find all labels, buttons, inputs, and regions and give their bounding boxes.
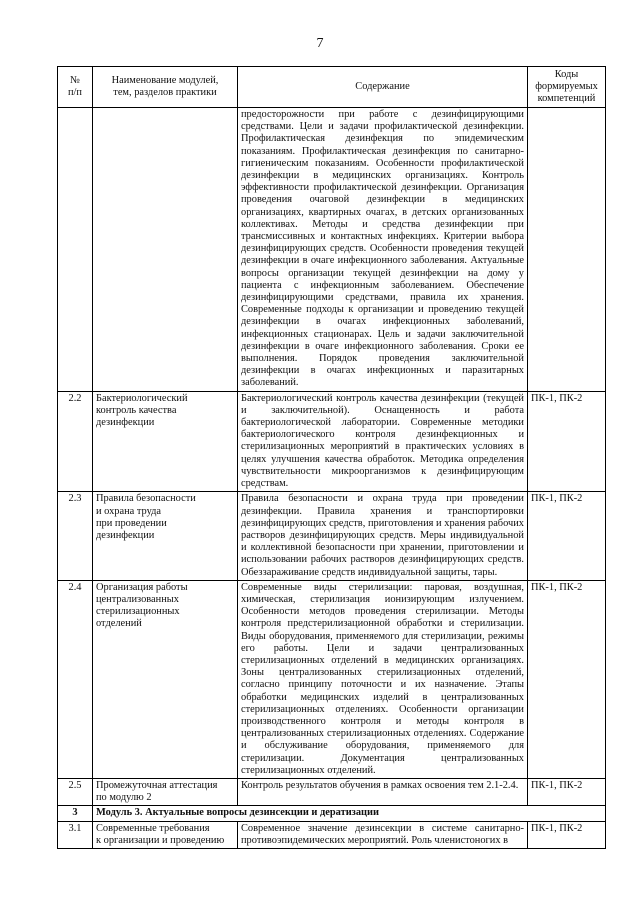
table-row [58, 580, 606, 778]
row-name [93, 108, 238, 392]
curriculum-table [57, 66, 606, 849]
row-codes: ПК-1, ПК-2 [528, 391, 606, 492]
row-name: Правила безопасности и охрана труда при проведении дезинфекции [93, 492, 238, 580]
row-num: 2.2 [58, 391, 93, 492]
row-num: 3.1 [58, 821, 93, 848]
row-content: Правила безопасности и охрана труда при проведении дезинфекции. Правила хранения и транспортировки дезинфицирующих средств, приготовления и хранения рабочих растворов дезинфицирующих средств. Меры индивидуальной и коллективной безопасности при хранении, приготовлении и использовании рабочих растворов дезинфицирующих средств. Обеззараживание средств индивидуальной защиты, тары. [238, 492, 528, 580]
row-codes: ПК-1, ПК-2 [528, 778, 606, 805]
row-num: 2.3 [58, 492, 93, 580]
row-name: Организация работы централизованных стерилизационных отделений [93, 580, 238, 778]
header-content: Содержание [238, 67, 528, 108]
row-codes: ПК-1, ПК-2 [528, 821, 606, 848]
module-title: Модуль 3. Актуальные вопросы дезинсекции и дератизации [93, 806, 606, 821]
row-content: предосторожности при работе с дезинфицирующими средствами. Цели и задачи профилактической дезинфекции. Профилактическая дезинфекция по эпидемическим показаниям. Профилактическая дезинфекция по санитарно-гигиеническим показаниям. Особенности профилактической дезинфекции в медицинских организациях. Контроль эффективности профилактической дезинфекции. Организация проведения очаговой дезинфекции в медицинских организациях, квартирных очагах, в детских организованных коллективах. Методы и средства дезинфекции при трансмиссивных и контактных инфекциях. Критерии выбора дезинфицирующих средств. Особенности проведения текущей дезинфекции в очаге инфекционного заболевания. Актуальные вопросы организации текущей дезинфекции на дому у пациента с инфекционным заболеванием. Обеспечение дезинфицирующими средствами, правила их хранения. Современные подходы к организации и проведению текущей дезинфекции в очагах инфекционных заболеваний, инфекционных стационарах. Цель и задачи заключительной дезинфекции в очаге инфекционного заболевания. Сроки ее выполнения. Порядок проведения заключительной дезинфекции в очагах инфекционных и паразитарных заболеваний. [238, 108, 528, 392]
page-number: 7 [316, 36, 324, 51]
header-codes: Коды формируемых компетенций [528, 67, 606, 108]
row-num: 2.5 [58, 778, 93, 805]
row-name: Промежуточная аттестация по модулю 2 [93, 778, 238, 805]
row-content: Современные виды стерилизации: паровая, воздушная, химическая, стерилизация ионизирующим излучением. Особенности методов проведения стерилизации. Методы контроля предстерилизационной обработки и стерилизации. Виды оборудования, применяемого для стерилизации, режимы его работы. Цели и задачи централизованных стерилизационных отделений в медицинских организациях. Зоны централизованных стерилизационных отделений, согласно принципу поточности и их назначение. Этапы обработки медицинских изделий в централизованных стерилизационных отделениях. Особенности организации производственного контроля и методы контроля в централизованных стерилизационных отделениях. Содержание и обслуживание оборудования, применяемого для стерилизации. Документация централизованных стерилизационных отделений. [238, 580, 528, 778]
table-row [58, 108, 606, 392]
row-name: Бактериологический контроль качества дезинфекции [93, 391, 238, 492]
row-codes: ПК-1, ПК-2 [528, 580, 606, 778]
table-row [58, 391, 606, 492]
table-row [58, 778, 606, 805]
table-row [58, 492, 606, 580]
row-num: 2.4 [58, 580, 93, 778]
row-codes: ПК-1, ПК-2 [528, 492, 606, 580]
header-num: № п/п [58, 67, 93, 108]
row-content: Бактериологический контроль качества дезинфекции (текущей и заключительной). Оснащенность и работа бактериологической лаборатории. Современные методики бактериологического контроля дезинфекционных и стерилизационных мероприятий в практических условиях в целях улучшения качества обработок. Методика определения чувствительности микроорганизмов к дезинфицирующим средствам. [238, 391, 528, 492]
header-name: Наименование модулей, тем, разделов практики [93, 67, 238, 108]
row-content: Контроль результатов обучения в рамках освоения тем 2.1-2.4. [238, 778, 528, 805]
row-num [58, 108, 93, 392]
module-row [58, 806, 606, 821]
module-num: 3 [58, 806, 93, 821]
row-codes [528, 108, 606, 392]
row-name: Современные требования к организации и проведению [93, 821, 238, 848]
table-header-row [58, 67, 606, 108]
row-content: Современное значение дезинсекции в системе санитарно-противоэпидемических мероприятий. Роль членистоногих в [238, 821, 528, 848]
table-row [58, 821, 606, 848]
